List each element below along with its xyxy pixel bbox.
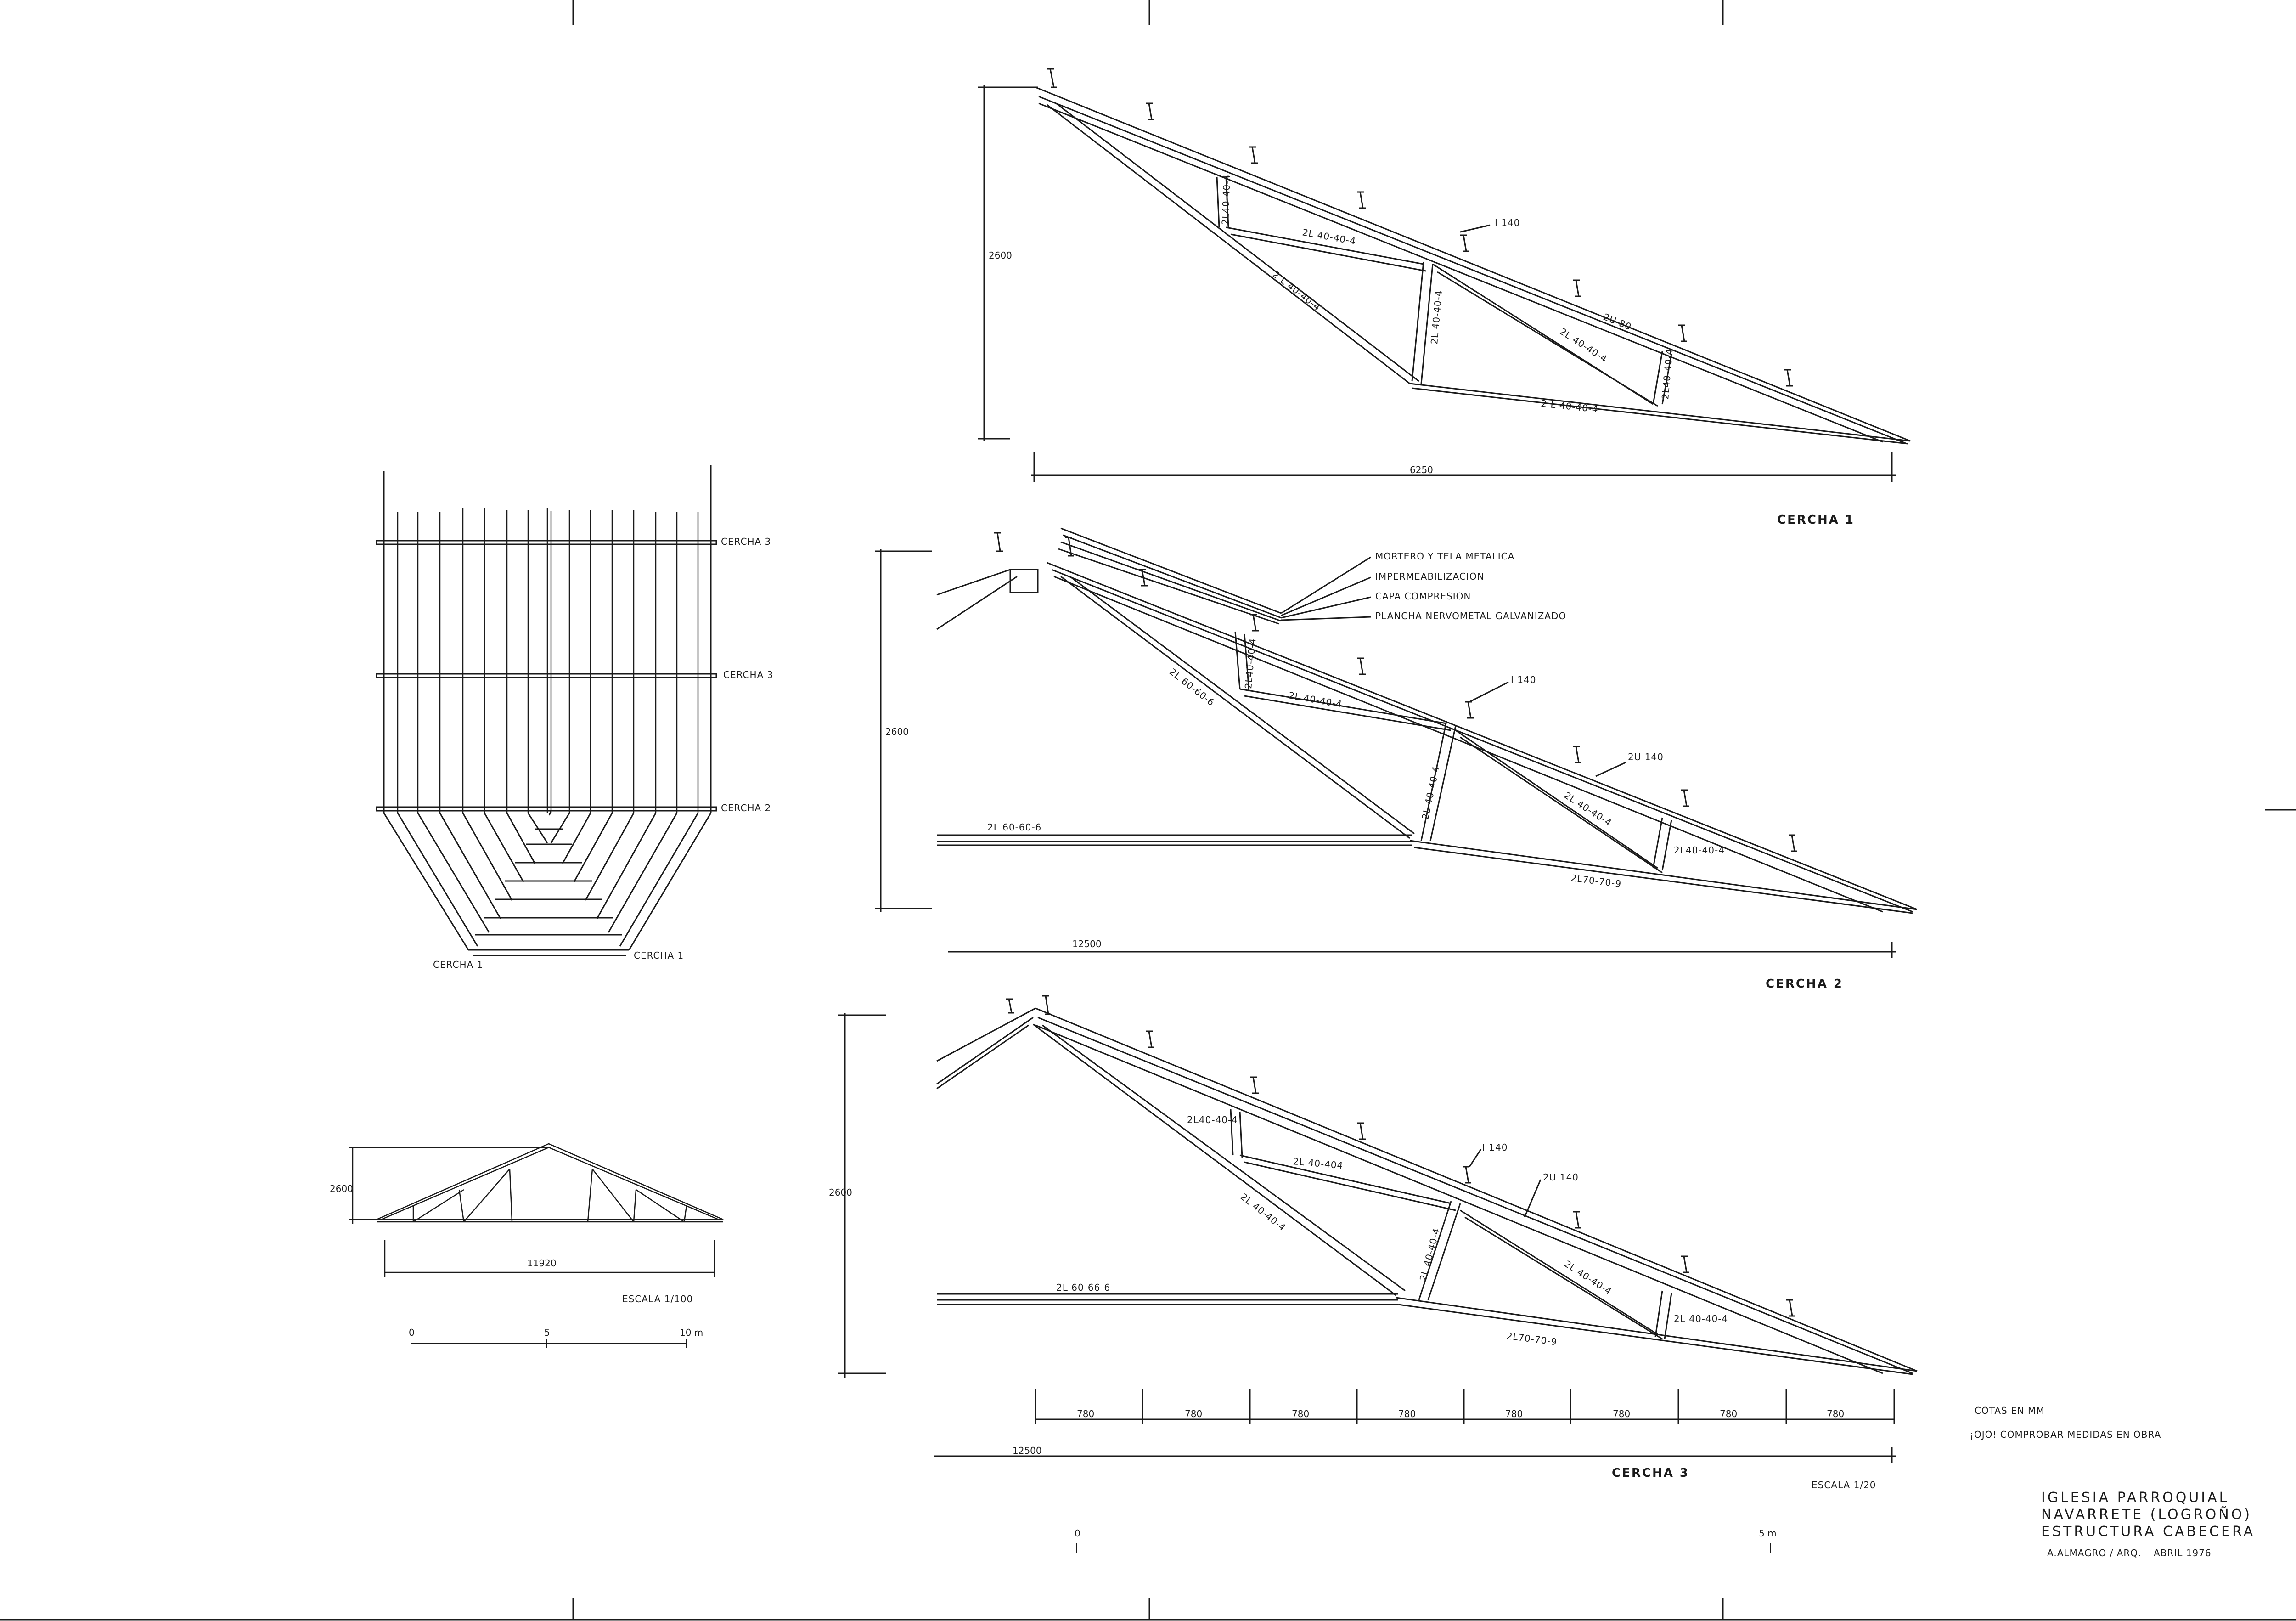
small-section-width: 11920	[527, 1258, 557, 1269]
title-line-2: NAVARRETE (LOGROÑO)	[2041, 1507, 2252, 1523]
cercha1-post2: 2L 40-40-4	[1429, 289, 1445, 345]
large-scale-end: 5 m	[1759, 1528, 1777, 1539]
cercha1-diag-right: 2L 40-40-4	[1558, 326, 1609, 365]
title-line-3: ESTRUCTURA CABECERA	[2041, 1524, 2256, 1540]
cercha1-diag-upper: 2L 40-40-4	[1301, 226, 1357, 247]
large-scale-bar	[1077, 1543, 1770, 1553]
note-units: COTAS EN MM	[1975, 1405, 2045, 1416]
cercha3-spacing-6: 780	[1613, 1408, 1631, 1419]
cercha3-post1: 2L40-40-4	[1187, 1114, 1238, 1125]
title-author: A.ALMAGRO / ARQ.	[2047, 1548, 2142, 1559]
plan-label-cercha2: CERCHA 2	[721, 802, 771, 813]
cercha2-diag-upper: 2L 40-40-4	[1288, 689, 1343, 710]
plan-label-cercha3-mid: CERCHA 3	[723, 669, 774, 680]
cercha2-i140: I 140	[1511, 674, 1536, 685]
small-scale-bar	[411, 1339, 687, 1348]
plan-label-cercha3-top: CERCHA 3	[721, 536, 771, 547]
cercha1-width: 6250	[1410, 464, 1433, 475]
cercha3-height: 2600	[829, 1187, 852, 1198]
small-scale-mid: 5	[544, 1327, 550, 1338]
cercha2-layer-2: IMPERMEABILIZACION	[1375, 571, 1485, 582]
cercha2-width: 12500	[1072, 938, 1102, 949]
plan-label-cercha1-left: CERCHA 1	[433, 959, 484, 970]
note-warning: ¡OJO! COMPROBAR MEDIDAS EN OBRA	[1970, 1429, 2161, 1440]
cercha1-top-chord: 2U 80	[1602, 311, 1633, 333]
cercha3-spacing-3: 780	[1292, 1408, 1310, 1419]
small-scale-zero: 0	[409, 1327, 415, 1338]
cercha1-diag-lower: 2 L 40-40-4	[1270, 269, 1323, 313]
cercha2-post2: 2L 40-40-4	[1419, 765, 1442, 821]
cercha1-bottom: 2 L 40-40-4	[1540, 398, 1599, 415]
cercha2-bottom: 2L70-70-9	[1570, 872, 1622, 890]
small-section	[349, 1144, 723, 1277]
cercha3-title: CERCHA 3	[1612, 1466, 1689, 1480]
cercha3-post2: 2L 40-40-4	[1417, 1226, 1442, 1282]
cercha2-height: 2600	[885, 726, 909, 737]
cercha1-post1: 2L40-40-4	[1220, 174, 1232, 226]
small-section-height: 2600	[330, 1183, 353, 1194]
cercha3-top-chord: 2U 140	[1543, 1172, 1579, 1183]
cercha2-layer-4: PLANCHA NERVOMETAL GALVANIZADO	[1375, 610, 1567, 621]
cercha3-diag-upper: 2L 40-404	[1292, 1156, 1344, 1171]
title-line-1: IGLESIA PARROQUIAL	[2041, 1490, 2229, 1506]
scale-large-label: ESCALA 1/20	[1812, 1480, 1876, 1491]
small-section-scale: ESCALA 1/100	[622, 1293, 693, 1305]
cercha3-spacing-7: 780	[1720, 1408, 1738, 1419]
cercha3-bottom: 2L70-70-9	[1506, 1330, 1558, 1348]
cercha2-tie: 2L 60-60-6	[987, 822, 1042, 833]
cercha2-diag-right: 2L 40-40-4	[1562, 790, 1614, 829]
cercha3-i140: I 140	[1482, 1142, 1508, 1153]
cercha3-spacing-8: 780	[1827, 1408, 1845, 1419]
cercha3-diag-right: 2L 40-40-4	[1562, 1258, 1614, 1297]
cercha1-post3: 2L40-40-4	[1660, 348, 1675, 400]
cercha2-post3: 2L40-40-4	[1674, 845, 1725, 856]
plan-view	[377, 465, 716, 955]
cercha2-post1: 2L40-40-4	[1243, 637, 1258, 689]
small-scale-end: 10 m	[680, 1327, 703, 1338]
cercha2-layer-1: MORTERO Y TELA METALICA	[1375, 551, 1515, 562]
cercha2-top-chord: 2U 140	[1628, 751, 1664, 762]
plan-label-cercha1-right: CERCHA 1	[634, 950, 684, 961]
large-scale-zero: 0	[1075, 1528, 1080, 1539]
title-date: ABRIL 1976	[2154, 1548, 2212, 1559]
cercha3-truss	[838, 996, 1917, 1463]
cercha3-spacing-5: 780	[1505, 1408, 1523, 1419]
cercha1-truss	[978, 69, 1910, 482]
cercha2-layer-3: CAPA COMPRESION	[1375, 591, 1471, 602]
cercha3-diag-long: 2L 40-40-4	[1238, 1191, 1288, 1233]
cercha1-title: CERCHA 1	[1777, 513, 1855, 527]
cercha3-tie: 2L 60-66-6	[1056, 1282, 1111, 1293]
cercha3-width: 12500	[1013, 1445, 1042, 1456]
cercha1-height: 2600	[989, 250, 1012, 261]
cercha3-spacing-2: 780	[1185, 1408, 1203, 1419]
cercha1-i140: I 140	[1495, 217, 1520, 228]
cercha2-diag-long: 2L 60-60-6	[1167, 666, 1217, 708]
cercha3-spacing-1: 780	[1077, 1408, 1095, 1419]
cercha3-spacing-4: 780	[1398, 1408, 1416, 1419]
cercha3-post3: 2L 40-40-4	[1674, 1313, 1728, 1324]
cercha2-title: CERCHA 2	[1766, 977, 1843, 991]
